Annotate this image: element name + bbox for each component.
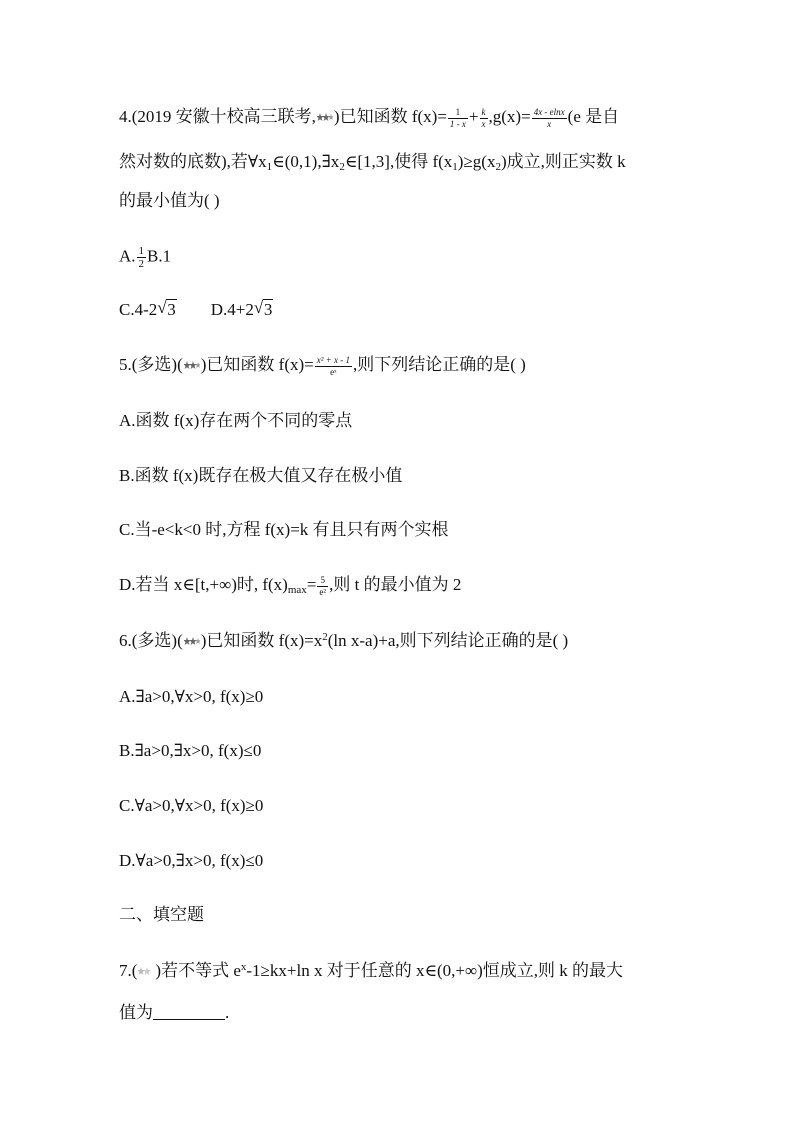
q5-option-d-fraction	[317, 575, 328, 598]
q4-fraction-2	[480, 107, 488, 130]
q6-tag-close: )	[200, 631, 207, 650]
q4-frac3-denominator: x	[547, 118, 552, 129]
q7-line2	[119, 1002, 229, 1024]
q4-line2-e: )成立,则正实数 k	[500, 152, 626, 171]
q7-end: .	[225, 1003, 230, 1022]
q4-option-a-fraction	[137, 245, 147, 270]
q4-sub4: 2	[495, 161, 501, 173]
q4-line2	[119, 151, 626, 173]
difficulty-stars-icon	[184, 361, 200, 371]
q4-sub2: 2	[339, 161, 345, 173]
q7-text1: 若不等式 e	[161, 961, 241, 980]
answer-blank[interactable]	[153, 1005, 225, 1020]
q5-option-d-b: ,则 t 的最小值为 2	[329, 575, 462, 594]
q4-option-b: B.1	[147, 246, 172, 266]
q5-option-d-num: 5	[317, 575, 328, 587]
q4-frac2-denominator: x	[481, 118, 486, 129]
q6-tag: (多选)(	[131, 631, 183, 650]
q4-line2-c: ∈[1,3],使得 f(x	[344, 152, 453, 171]
q5-text1: 已知函数 f(x)=	[206, 355, 314, 374]
q4-line1	[119, 106, 619, 130]
q5-option-d-a: D.若当 x∈[t,+∞)时, f(x)	[119, 575, 288, 594]
q5-tag-close: )	[200, 355, 207, 374]
q4-sub3: 1	[452, 161, 458, 173]
difficulty-stars-icon	[184, 637, 200, 647]
q4-fraction-1	[448, 107, 468, 130]
q4-plus: +	[468, 107, 479, 126]
q5-fraction	[315, 355, 352, 378]
q6-sup: 2	[322, 631, 328, 643]
q4-fraction-3	[532, 107, 567, 130]
difficulty-stars-icon	[138, 967, 154, 977]
q4-frac2-numerator: k	[481, 106, 486, 117]
q4-text3: (e 是自	[567, 107, 620, 126]
q4-option-a-label: A.	[119, 246, 136, 266]
q7-sup: x	[240, 961, 247, 973]
q7-number: 7.(	[119, 961, 138, 980]
q4-options-cd	[119, 299, 273, 321]
q5-option-d	[119, 574, 461, 598]
q4-text1: 已知函数 f(x)=	[339, 107, 447, 126]
q4-line3	[119, 190, 220, 212]
difficulty-stars-icon	[317, 113, 333, 123]
q5-text2: ,则下列结论正确的是( )	[353, 355, 526, 374]
q7-tag-close: )	[155, 961, 162, 980]
q7-line2-text: 值为	[119, 1003, 153, 1022]
q6-option-a: A.∃a>0,∀x>0, f(x)≥0	[119, 687, 264, 706]
q6-text2: (ln x-a)+a,则下列结论正确的是( )	[327, 631, 569, 650]
q4-line3-text: 的最小值为( )	[119, 191, 220, 210]
q7-line1	[119, 960, 623, 982]
q5-stem	[119, 354, 526, 378]
q4-option-c-sqrt: √ 3	[157, 298, 176, 319]
section-heading: 二、填空题	[119, 905, 204, 925]
q5-option-a: A.函数 f(x)存在两个不同的零点	[119, 411, 353, 430]
q5-option-b: B.函数 f(x)既存在极大值又存在极小值	[119, 466, 403, 485]
q6-option-b: B.∃a>0,∃x>0, f(x)≤0	[119, 741, 262, 760]
q5-option-d-sub: max	[287, 584, 307, 596]
q4-source: (2019 安徽十校高三联考,	[131, 107, 316, 126]
q6-option-d: D.∀a>0,∃x>0, f(x)≤0	[119, 851, 264, 870]
q4-option-d-label: D.4+2	[210, 300, 254, 319]
q4-sub1: 1	[266, 161, 273, 173]
q4-line2-a: 然对数的底数),若∀x	[119, 152, 267, 171]
q4-text2: ,g(x)=	[488, 107, 531, 126]
q5-frac-numerator: x² + x - 1	[316, 354, 350, 365]
q4-frac1-denominator: 1 - x	[449, 118, 466, 129]
q5-tag: (多选)(	[131, 355, 183, 374]
q4-frac3-numerator: 4x - elnx	[533, 106, 565, 117]
q6-stem	[119, 630, 568, 652]
q4-line2-d: )≥g(x	[457, 152, 496, 171]
q4-number: 4.	[119, 107, 132, 126]
q5-option-d-eq: =	[306, 575, 317, 594]
q4-option-a-den: 2	[138, 258, 145, 270]
q6-option-c: C.∀a>0,∀x>0, f(x)≥0	[119, 796, 264, 815]
q4-option-a-num: 1	[138, 245, 145, 257]
q5-number: 5.	[119, 355, 132, 374]
q6-text1: 已知函数 f(x)=x	[206, 631, 323, 650]
q4-option-d-radicand: 3	[263, 300, 273, 319]
q7-text2: -1≥kx+ln x 对于任意的 x∈(0,+∞)恒成立,则 k 的最大	[246, 961, 624, 980]
q4-line2-b: ∈(0,1),∃x	[272, 152, 340, 171]
q4-frac1-numerator: 1	[448, 107, 468, 119]
q4-source-close: )	[333, 107, 340, 126]
q4-option-c-radicand: 3	[167, 300, 176, 319]
q5-frac-denominator: eˣ	[330, 366, 337, 377]
q5-option-c: C.当-e<k<0 时,方程 f(x)=k 有且只有两个实根	[119, 520, 449, 539]
q4-options-ab	[119, 245, 171, 270]
q6-number: 6.	[119, 631, 132, 650]
q4-option-c-label: C.4-2	[119, 300, 158, 319]
q4-option-d-sqrt: √ 3	[253, 298, 273, 319]
q5-option-d-den: e²	[319, 586, 327, 597]
